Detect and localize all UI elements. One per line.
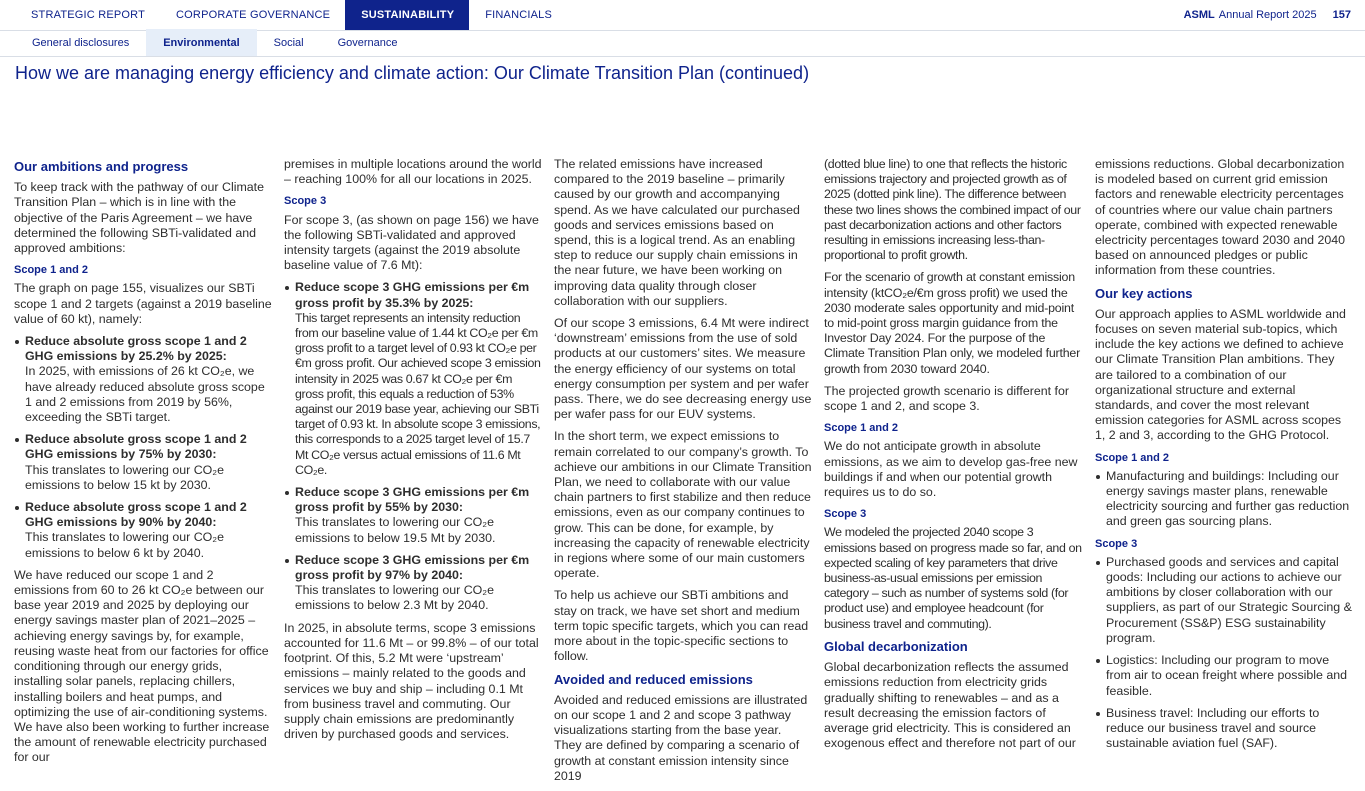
paragraph: (dotted blue line) to one that reflects the historic emissions trajectory and projected growth as of 2025 (dotted pink line). The difference between these two lines shows the combined impact of our past decarbonization actions and other factors resulting in emissions increasing less-than-proportional to profit growth. bbox=[824, 157, 1081, 263]
list-item: Logistics: Including our program to move from air to ocean freight where possible and feasible. bbox=[1095, 653, 1353, 699]
tab-financials[interactable]: FINANCIALS bbox=[485, 9, 553, 21]
paragraph: To help us achieve our SBTi ambitions and stay on track, we have set short and medium term topic specific targets, which you can read more about in the topic-specific sections to follow. bbox=[554, 588, 809, 664]
list-item: Purchased goods and services and capital goods: Including our actions to achieve our ambitions by closer collaboration with our suppliers, as part of our Strategic Sourcing & Procurement (SS&P) ESG sustainability program. bbox=[1095, 555, 1353, 646]
subheading-scope-3: Scope 3 bbox=[824, 508, 867, 521]
list-item bbox=[14, 334, 272, 425]
paragraph: We have reduced our scope 1 and 2 emissions from 60 to 26 kt CO₂e between our base year 2019 and 2025 by deploying our energy savings master plan of 2021–2025 – achieving energy savings by, for example, reusing waste heat from our factories for office conditioning through our energy grids, installing solar panels, replacing chillers, installing boilers and heat pumps, and optimizing the use of air-conditioning systems. We have also been working to further increase the amount of renewable electricity purchased for our bbox=[14, 567, 270, 765]
list-item-heading: Reduce scope 3 GHG emissions per €m gross profit by 35.3% by 2025: bbox=[295, 280, 530, 310]
paragraph: In the short term, we expect emissions to remain correlated to our company’s growth. To achieve our ambitions in our Climate Transition Plan, we need to collaborate with our value chain partners to first stabilize and then reduce emissions, even as our company continues to grow. This can be done, for example, by increasing the capacity of renewable electricity in regions where some of our main customers operate. bbox=[554, 429, 812, 581]
paragraph: In 2025, in absolute terms, scope 3 emissions accounted for 11.6 Mt – or 99.8% – of our total footprint. Of this, 5.2 Mt were ‘upstream’ emissions – mainly related to the goods and services we buy and ship – including 0.1 Mt from business travel and commuting. Our supply chain emissions are predominantly driven by purchased goods and services. bbox=[284, 620, 539, 742]
paragraph: Global decarbonization reflects the assumed emissions reduction from electricity grids gradually shifting to renewables – and as a result decreasing the emission factors of average grid electricity. This is considered an exogenous effect and therefore not part of our bbox=[824, 660, 1076, 751]
list-item-text: This translates to lowering our CO₂e emissions to below 6 kt by 2040. bbox=[25, 530, 225, 560]
subheading-scope-1-2: Scope 1 and 2 bbox=[14, 264, 88, 277]
paragraph: We modeled the projected 2040 scope 3 emissions based on progress made so far, and on expected scaling of key parameters that drive business-as-usual emissions per emission category – such as number of systems sold (for product use) and employee headcount (for business travel and commuting). bbox=[824, 525, 1082, 631]
list-item-heading: Reduce absolute gross scope 1 and 2 GHG emissions by 90% by 2040: bbox=[25, 500, 247, 530]
subtab-governance[interactable]: Governance bbox=[337, 36, 398, 49]
list-item bbox=[14, 432, 272, 493]
list-item-text: This target represents an intensity reduction from our baseline value of 1.44 kt CO₂e per €m gross profit to a target level of 0.93 kt CO₂e per €m gross profit. Our achieved scope 3 emission intensity in 2025 was 0.67 kt CO₂e per €m gross profit, this equals a reduction of 53% against our 2019 base year, achieving our SBTi target of 0.93 kt. In absolute scope 3 emissions, this corresponds to a 2025 target level of 15.7 Mt CO₂e versus actual emissions of 11.6 Mt CO₂e. bbox=[295, 310, 541, 477]
action-list bbox=[1095, 555, 1353, 751]
report-header bbox=[1184, 0, 1365, 30]
list-item-heading: Reduce absolute gross scope 1 and 2 GHG emissions by 75% by 2030: bbox=[25, 432, 247, 462]
paragraph: Avoided and reduced emissions are illustrated on our scope 1 and 2 and scope 3 pathway visualizations starting from the base year. They are defined by comparing a scenario of growth at constant emission intensity since 2019 bbox=[554, 692, 808, 783]
target-list bbox=[284, 280, 542, 613]
heading-global-decarbonization: Global decarbonization bbox=[824, 638, 968, 654]
top-navigation bbox=[0, 0, 1365, 31]
list-item bbox=[14, 500, 272, 561]
paragraph: The related emissions have increased compared to the 2019 baseline – primarily caused by our growth and accompanying spend. As we have calculated our purchased goods and services emissions based on spend, this is a logical trend. As an enabling step to reduce our supply chain emissions in the near future, we have been working on improving data quality through closer collaboration with our suppliers. bbox=[554, 157, 800, 308]
heading-avoided-emissions: Avoided and reduced emissions bbox=[554, 671, 753, 687]
list-item: Manufacturing and buildings: Including our energy savings master plans, renewable electricity sourcing and further gas reduction and green gas sourcing plans. bbox=[1095, 469, 1353, 530]
paragraph: To keep track with the pathway of our Climate Transition Plan – which is in line with the objective of the Paris Agreement – we have determined the following SBTi-validated and approved ambitions: bbox=[14, 180, 264, 256]
list-item-heading: Reduce scope 3 GHG emissions per €m gross profit by 55% by 2030: bbox=[295, 485, 530, 515]
paragraph: The graph on page 155, visualizes our SBTi scope 1 and 2 targets (against a 2019 baseline value of 60 kt), namely: bbox=[14, 281, 272, 326]
sub-navigation bbox=[0, 29, 1365, 57]
paragraph: We do not anticipate growth in absolute emissions, as we aim to develop gas-free new buildings if and when our potential growth requires us to do so. bbox=[824, 439, 1078, 500]
paragraph: premises in multiple locations around the world – reaching 100% for all our locations in 2025. bbox=[284, 157, 542, 187]
subheading-scope-3: Scope 3 bbox=[1095, 537, 1138, 550]
list-item-text: This translates to lowering our CO₂e emissions to below 19.5 Mt by 2030. bbox=[295, 515, 496, 545]
paragraph: Our approach applies to ASML worldwide and focuses on seven material sub-topics, which include the key actions we defined to achieve our Climate Transition Plan ambitions. They are tailored to a combination of our organizational structure and external standards, and cover the most relevant emission categories for ASML across scopes 1, 2 and 3, according to the GHG Protocol. bbox=[1095, 306, 1346, 443]
list-item bbox=[284, 280, 542, 478]
target-list bbox=[14, 334, 272, 561]
subheading-scope-1-2: Scope 1 and 2 bbox=[824, 422, 898, 435]
list-item bbox=[284, 553, 542, 614]
paragraph: The projected growth scenario is different for scope 1 and 2, and scope 3. bbox=[824, 383, 1069, 414]
subheading-scope-1-2: Scope 1 and 2 bbox=[1095, 451, 1169, 464]
paragraph: Of our scope 3 emissions, 6.4 Mt were indirect ‘downstream’ emissions from the use of sold products at our customers’ sites. We measure the energy efficiency of our systems on total energy consumption per system and per wafer pass. There, we do see decreasing energy use per wafer pass for our EUV systems. bbox=[554, 316, 812, 422]
paragraph: For scope 3, (as shown on page 156) we have the following SBTi-validated and approved intensity targets (against the 2019 absolute baseline value of 7.6 Mt): bbox=[284, 212, 539, 273]
subtab-environmental[interactable]: Environmental bbox=[146, 29, 256, 56]
list-item-heading: Reduce absolute gross scope 1 and 2 GHG emissions by 25.2% by 2025: bbox=[25, 334, 247, 364]
subtab-general-disclosures[interactable]: General disclosures bbox=[32, 36, 130, 49]
paragraph: emissions reductions. Global decarbonization is modeled based on current grid emission factors and renewable electricity percentages of countries where our value chain partners operate, combined with expected renewable electricity percentages toward 2030 and 2040 based on announced pledges or public information from these countries. bbox=[1095, 157, 1346, 278]
list-item: Business travel: Including our efforts to reduce our business travel and source sustainable aviation fuel (SAF). bbox=[1095, 706, 1353, 752]
list-item-heading: Reduce scope 3 GHG emissions per €m gross profit by 97% by 2040: bbox=[295, 552, 530, 583]
list-item bbox=[284, 485, 542, 546]
paragraph: For the scenario of growth at constant emission intensity (ktCO₂e/€m gross profit) we used the 2030 moderate sales opportunity and mid-point to mid-point gross margin guidance from the Investor Day 2024. For the purpose of the Climate Transition Plan only, we modeled further growth from 2030 toward 2040. bbox=[824, 270, 1081, 376]
column-4 bbox=[824, 157, 1082, 758]
heading-key-actions: Our key actions bbox=[1095, 285, 1193, 301]
tab-sustainability[interactable]: SUSTAINABILITY bbox=[345, 0, 469, 30]
subheading-scope-3: Scope 3 bbox=[284, 195, 327, 208]
report-name: Annual Report 2025 bbox=[1218, 9, 1317, 21]
page-number: 157 bbox=[1332, 9, 1351, 21]
tab-corporate-governance[interactable]: CORPORATE GOVERNANCE bbox=[176, 9, 331, 21]
subtab-social[interactable]: Social bbox=[273, 36, 304, 49]
list-item-text: This translates to lowering our CO₂e emissions to below 15 kt by 2030. bbox=[25, 462, 225, 492]
page-title: How we are managing energy efficiency and climate action: Our Climate Transition Plan (continued) bbox=[15, 63, 810, 83]
list-item-text: This translates to lowering our CO₂e emissions to below 2.3 Mt by 2040. bbox=[295, 583, 495, 613]
column-3 bbox=[554, 157, 812, 791]
brand-name: ASML bbox=[1183, 9, 1215, 21]
list-item-text: In 2025, with emissions of 26 kt CO₂e, we have already reduced absolute gross scope 1 and 2 emissions from 2019 by 56%, exceeding the SBTi target. bbox=[25, 364, 265, 425]
tab-strategic-report[interactable]: STRATEGIC REPORT bbox=[31, 9, 146, 21]
column-5 bbox=[1095, 157, 1353, 758]
heading-ambitions: Our ambitions and progress bbox=[14, 159, 189, 174]
column-2 bbox=[284, 157, 542, 749]
column-1 bbox=[14, 157, 272, 773]
action-list bbox=[1095, 469, 1353, 530]
